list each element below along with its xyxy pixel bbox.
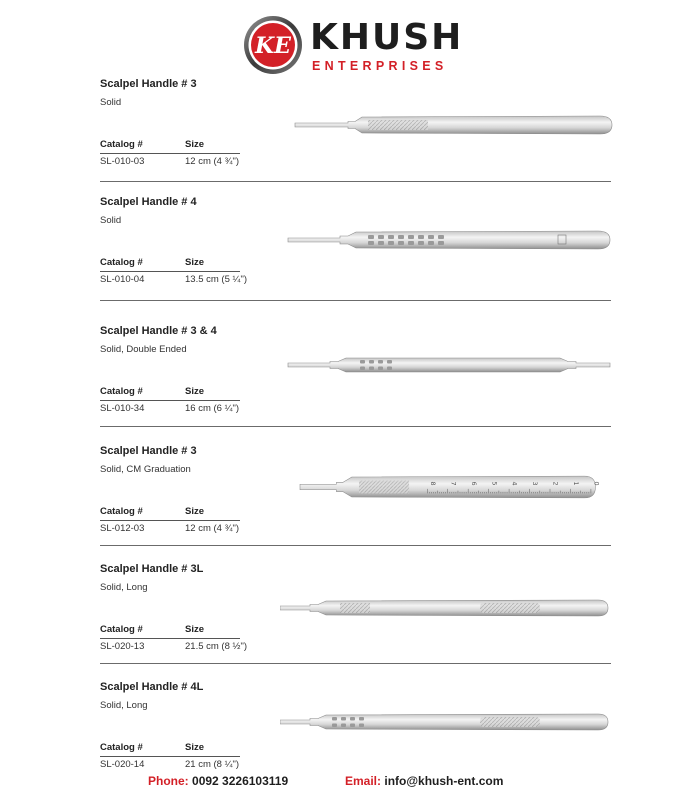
contact-footer xyxy=(0,774,689,792)
size-header: Size xyxy=(185,139,205,150)
graduation-digit: 7 xyxy=(449,481,457,486)
size-header: Size xyxy=(185,742,205,753)
scalpel-handle-image xyxy=(280,345,620,385)
email-contact xyxy=(345,774,503,788)
product-description: Solid xyxy=(100,97,122,108)
product-block xyxy=(0,196,689,314)
size-header: Size xyxy=(185,506,205,517)
product-description: Solid, Long xyxy=(100,700,148,711)
section-divider xyxy=(100,300,611,301)
graduation-digit: 2 xyxy=(551,481,559,486)
section-divider xyxy=(100,426,611,427)
product-size: 16 cm (6 ¼") xyxy=(185,403,240,414)
product-block xyxy=(0,445,689,563)
logo-badge-icon xyxy=(242,14,304,76)
phone-number[interactable]: 0092 3226103119 xyxy=(192,774,289,788)
graduation-digit: 6 xyxy=(469,481,477,486)
table-rule xyxy=(100,271,240,272)
product-title: Scalpel Handle # 4L xyxy=(100,681,204,693)
product-size: 21 cm (8 ¼") xyxy=(185,759,240,770)
scalpel-handle-image xyxy=(280,467,620,507)
size-header: Size xyxy=(185,624,205,635)
section-divider xyxy=(100,663,611,664)
product-size: 21.5 cm (8 ½") xyxy=(185,641,247,652)
scalpel-handle-image xyxy=(280,589,620,629)
graduation-digit: 1 xyxy=(572,481,580,486)
catalog-header: Catalog # xyxy=(100,742,143,753)
catalog-header: Catalog # xyxy=(100,506,143,517)
phone-contact xyxy=(148,774,288,788)
table-rule xyxy=(100,153,240,154)
catalog-header: Catalog # xyxy=(100,624,143,635)
catalog-number: SL-010-03 xyxy=(100,156,145,167)
product-description: Solid xyxy=(100,215,122,226)
product-block xyxy=(0,78,689,196)
catalog-number: SL-012-03 xyxy=(100,523,145,534)
company-logo xyxy=(242,14,464,76)
catalog-header: Catalog # xyxy=(100,257,143,268)
section-divider xyxy=(100,181,611,182)
logo-tagline: ENTERPRISES xyxy=(312,59,448,73)
product-title: Scalpel Handle # 3L xyxy=(100,563,204,575)
product-title: Scalpel Handle # 4 xyxy=(100,196,197,208)
logo-wordmark: KHUSH xyxy=(310,17,464,58)
product-title: Scalpel Handle # 3 & 4 xyxy=(100,325,217,337)
product-size: 12 cm (4 ¾") xyxy=(185,523,240,534)
table-rule xyxy=(100,756,240,757)
product-description: Solid, Long xyxy=(100,582,148,593)
graduation-digit: 8 xyxy=(428,481,436,486)
size-header: Size xyxy=(185,386,205,397)
table-rule xyxy=(100,638,240,639)
catalog-number: SL-010-04 xyxy=(100,274,145,285)
catalog-header: Catalog # xyxy=(100,139,143,150)
product-title: Scalpel Handle # 3 xyxy=(100,445,197,457)
catalog-number: SL-020-13 xyxy=(100,641,145,652)
graduation-digit: 3 xyxy=(531,481,539,486)
email-address[interactable]: info@khush-ent.com xyxy=(384,774,504,788)
scalpel-handle-image xyxy=(280,703,620,743)
product-block xyxy=(0,563,689,681)
logo-badge-text: KE xyxy=(255,33,291,59)
catalog-header: Catalog # xyxy=(100,386,143,397)
section-divider xyxy=(100,545,611,546)
product-size: 13.5 cm (5 ¼") xyxy=(185,274,247,285)
product-title: Scalpel Handle # 3 xyxy=(100,78,197,90)
scalpel-handle-image xyxy=(280,106,620,146)
product-size: 12 cm (4 ¾") xyxy=(185,156,240,167)
catalog-number: SL-020-14 xyxy=(100,759,145,770)
phone-label: Phone: xyxy=(148,774,189,788)
scalpel-handle-image xyxy=(280,221,620,261)
catalog-number: SL-010-34 xyxy=(100,403,145,414)
product-description: Solid, CM Graduation xyxy=(100,464,191,475)
email-label: Email: xyxy=(345,774,382,788)
table-rule xyxy=(100,400,240,401)
graduation-scale xyxy=(429,482,600,486)
product-block xyxy=(0,325,689,443)
graduation-digit: 5 xyxy=(490,481,498,486)
graduation-digit: 0 xyxy=(592,481,600,486)
size-header: Size xyxy=(185,257,205,268)
product-description: Solid, Double Ended xyxy=(100,344,187,355)
graduation-digit: 4 xyxy=(510,481,518,486)
table-rule xyxy=(100,520,240,521)
